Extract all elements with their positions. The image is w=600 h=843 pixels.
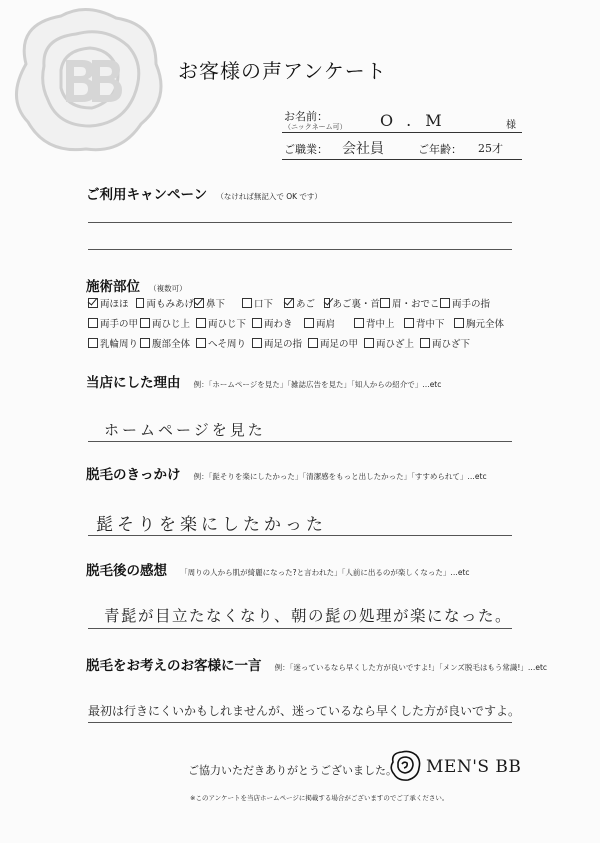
area-label: 鼻下 — [206, 299, 226, 310]
area-label: 乳輪周り — [100, 339, 139, 350]
area-checkbox-item[interactable] — [364, 336, 420, 350]
area-checkbox-item[interactable] — [440, 296, 500, 310]
advice-section — [86, 654, 547, 674]
area-label: 両手の甲 — [100, 319, 139, 330]
bb-rose-watermark-icon — [6, 4, 171, 164]
areas-row — [88, 336, 476, 350]
trigger-heading: 脱毛のきっかけ — [86, 467, 181, 483]
area-checkbox-item[interactable] — [140, 336, 196, 350]
area-checkbox-item[interactable] — [196, 336, 252, 350]
name-value: O.M — [380, 111, 456, 130]
empty-box-icon[interactable] — [454, 318, 464, 328]
empty-box-icon[interactable] — [354, 318, 364, 328]
checked-box-icon[interactable] — [324, 298, 330, 308]
area-label: 背中下 — [416, 319, 445, 330]
campaign-heading: ご利用キャンペーン — [86, 187, 208, 203]
area-checkbox-item[interactable] — [354, 316, 404, 330]
empty-box-icon[interactable] — [308, 338, 318, 348]
empty-box-icon[interactable] — [252, 318, 262, 328]
area-checkbox-item[interactable] — [308, 336, 364, 350]
reason-note: 例：「ホームページを見た」「雑誌広告を見た」「知人からの紹介で」…etc — [193, 380, 442, 389]
trigger-section — [86, 463, 487, 483]
footer-notice: ※このアンケートを当店ホームページに掲載する場合がございますのでご了承ください。 — [190, 794, 449, 802]
empty-box-icon[interactable] — [304, 318, 314, 328]
area-checkbox-item[interactable] — [88, 296, 136, 310]
empty-box-icon[interactable] — [140, 318, 150, 328]
area-checkbox-item[interactable] — [324, 296, 380, 310]
area-label: 腹部全体 — [152, 339, 191, 350]
page-title: お客様の声アンケート — [178, 59, 387, 83]
reason-heading: 当店にした理由 — [86, 375, 181, 391]
area-label: 胸元全体 — [466, 319, 505, 330]
age-label: ご年齢： — [418, 143, 462, 156]
area-label: 両ひざ上 — [376, 339, 415, 350]
empty-box-icon[interactable] — [420, 338, 430, 348]
area-checkbox-item[interactable] — [304, 316, 354, 330]
area-checkbox-item[interactable] — [242, 296, 284, 310]
area-label: 両ほほ — [100, 299, 129, 310]
impression-section — [86, 559, 470, 579]
area-checkbox-item[interactable] — [454, 316, 510, 330]
empty-box-icon[interactable] — [196, 318, 206, 328]
impression-note: 「周りの人から肌が綺麗になった?と言われた」「人前に出るのが楽しくなった」…etc — [180, 568, 470, 577]
area-label: あご — [296, 299, 316, 310]
empty-box-icon[interactable] — [252, 338, 262, 348]
area-label: 両わき — [264, 319, 293, 330]
area-checkbox-item[interactable] — [88, 336, 140, 350]
area-label: 背中上 — [366, 319, 395, 330]
reason-section — [86, 371, 441, 391]
areas-heading: 施術部位 — [86, 279, 140, 295]
empty-box-icon[interactable] — [380, 298, 390, 308]
name-label: お名前： — [284, 110, 328, 123]
empty-box-icon[interactable] — [140, 338, 150, 348]
empty-box-icon[interactable] — [364, 338, 374, 348]
advice-note: 例：「迷っているなら早くした方が良いですよ!」「メンズ脱毛はもう常識!」…etc — [274, 663, 548, 672]
area-label: へそ周り — [208, 339, 247, 350]
area-checkbox-item[interactable] — [196, 316, 252, 330]
thanks-text: ご協力いただきありがとうございました。 — [188, 764, 397, 777]
area-label: 両ひざ下 — [432, 339, 471, 350]
areas-note: （複数可） — [149, 284, 187, 293]
rose-icon — [388, 750, 422, 782]
campaign-note: （なければ無記入で OK です） — [216, 192, 322, 201]
area-label: 両もみあげ — [146, 299, 194, 310]
area-checkbox-item[interactable] — [136, 296, 194, 310]
area-label: 両ひじ上 — [152, 319, 191, 330]
areas-row — [88, 296, 500, 310]
reason-answer: ホームページを見た — [104, 421, 266, 439]
impression-heading: 脱毛後の感想 — [86, 563, 167, 579]
checked-box-icon[interactable] — [88, 298, 98, 308]
area-label: 口下 — [254, 299, 274, 310]
area-label: 両手の指 — [452, 299, 491, 310]
trigger-note: 例：「髭そりを楽にしたかった」「清潔感をもっと出したかった」「すすめられて」…etc — [193, 472, 487, 481]
area-label: 両ひじ下 — [208, 319, 247, 330]
area-checkbox-item[interactable] — [284, 296, 324, 310]
area-checkbox-item[interactable] — [140, 316, 196, 330]
empty-box-icon[interactable] — [440, 298, 450, 308]
empty-box-icon[interactable] — [404, 318, 414, 328]
empty-box-icon[interactable] — [136, 298, 144, 308]
areas-row — [88, 316, 510, 330]
area-label: 両肩 — [316, 319, 336, 330]
area-checkbox-item[interactable] — [88, 316, 140, 330]
area-checkbox-item[interactable] — [420, 336, 476, 350]
area-label: 両足の指 — [264, 339, 303, 350]
empty-box-icon[interactable] — [88, 338, 98, 348]
age-value: 25才 — [478, 142, 503, 155]
area-checkbox-item[interactable] — [404, 316, 454, 330]
campaign-section — [86, 183, 322, 203]
area-label: 眉・おでこ — [392, 299, 440, 310]
name-suffix: 様 — [506, 120, 516, 131]
checked-box-icon[interactable] — [194, 298, 204, 308]
impression-answer: 青髭が目立たなくなり、朝の髭の処理が楽になった。 — [104, 607, 513, 625]
name-sub-label: （ニックネーム可） — [284, 123, 347, 131]
job-value: 会社員 — [342, 141, 384, 157]
trigger-answer: 髭そりを楽にしたかった — [96, 515, 327, 535]
brand-name: MEN'S BB — [426, 757, 522, 777]
area-label: 両足の甲 — [320, 339, 359, 350]
customer-info — [282, 108, 522, 160]
checked-box-icon[interactable] — [284, 298, 294, 308]
area-checkbox-item[interactable] — [194, 296, 242, 310]
areas-section — [86, 275, 187, 295]
area-checkbox-item[interactable] — [252, 336, 308, 350]
area-checkbox-item[interactable] — [252, 316, 304, 330]
empty-box-icon[interactable] — [88, 318, 98, 328]
empty-box-icon[interactable] — [242, 298, 252, 308]
advice-heading: 脱毛をお考えのお客様に一言 — [86, 658, 262, 674]
area-label: あご裏・首 — [332, 299, 380, 310]
empty-box-icon[interactable] — [196, 338, 206, 348]
job-label: ご職業： — [284, 143, 328, 156]
area-checkbox-item[interactable] — [380, 296, 440, 310]
advice-answer: 最初は行きにくいかもしれませんが、迷っているなら早くした方が良いですよ。 — [88, 704, 521, 718]
